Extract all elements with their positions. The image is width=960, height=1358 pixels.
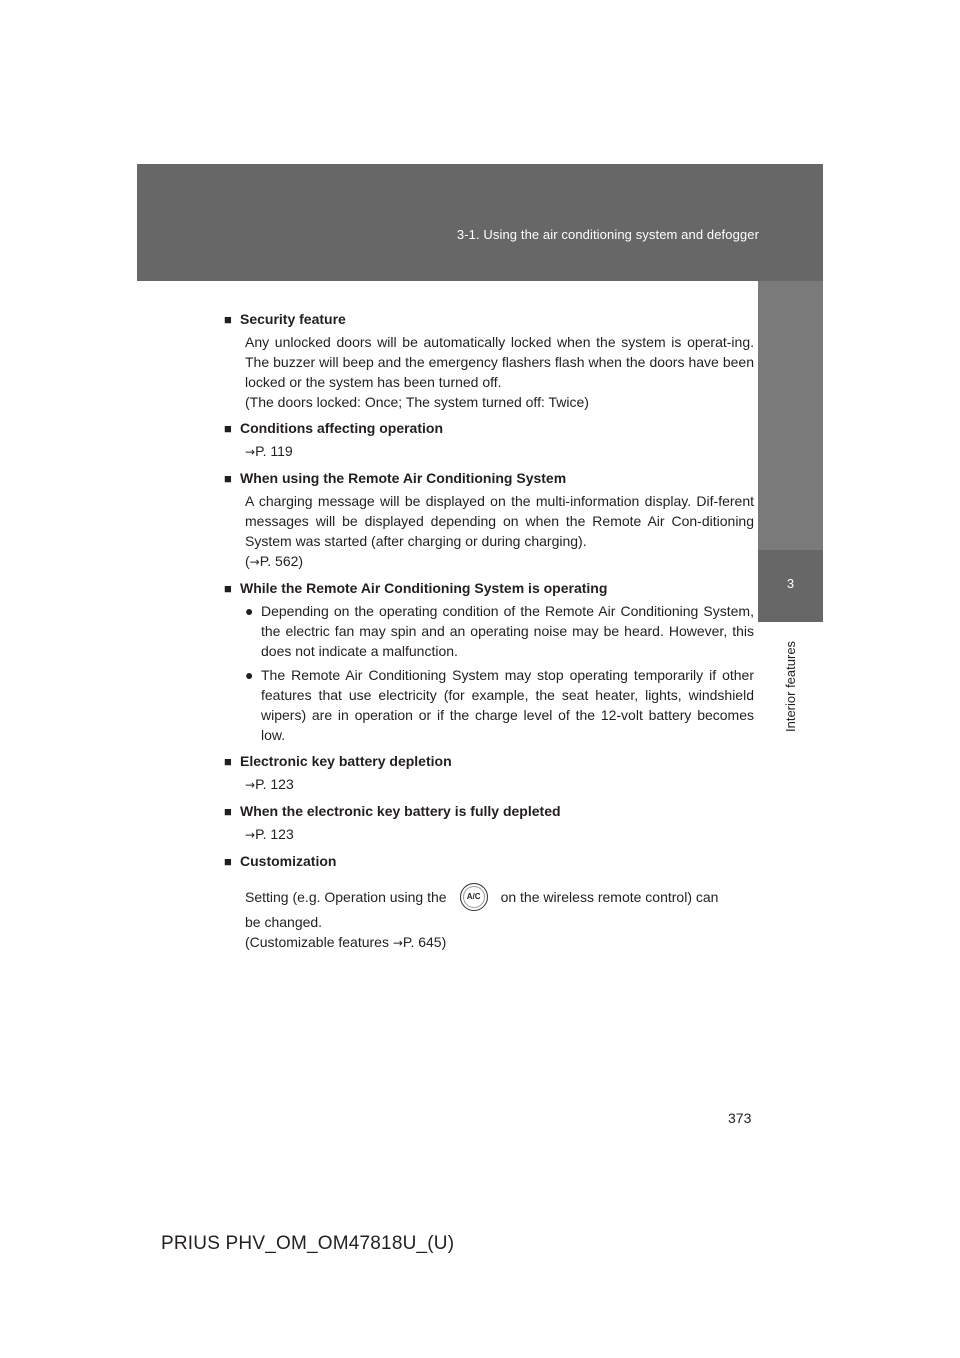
square-icon: ■ (224, 421, 232, 436)
section-key-depleted (224, 801, 754, 845)
section-heading: Customization (240, 853, 337, 869)
bullet-icon: ● (245, 603, 254, 619)
page-reference: →P. 123 (245, 826, 294, 842)
section-body: A charging message will be displayed on the multi-information display. Dif-ferent messages will be displayed depending on when the Remote Air Con-ditioning System was started (after charging or during charging). (245, 493, 754, 549)
chapter-number: 3 (786, 576, 795, 591)
section-heading: Electronic key battery depletion (240, 753, 452, 769)
arrow-right-icon: → (249, 555, 260, 569)
section-remote-use (224, 468, 754, 572)
section-conditions (224, 418, 754, 462)
bullet-item: ● Depending on the operating condition of the Remote Air Conditioning System, the electric fan may spin and an operating noise may be heard. However, this does not indicate a malfunction. (245, 603, 754, 659)
section-remote-operating (224, 578, 754, 745)
section-heading: Conditions affecting operation (240, 420, 443, 436)
section-key-depletion (224, 751, 754, 795)
page-content (224, 309, 754, 959)
section-body: be changed. (245, 914, 323, 930)
arrow-right-icon: → (245, 778, 256, 792)
square-icon: ■ (224, 754, 232, 769)
chapter-label-tab (759, 622, 823, 737)
customization-line: Setting (e.g. Operation using the A/C on the wireless remote control) can (245, 882, 754, 912)
section-heading: When the electronic key battery is fully depleted (240, 803, 561, 819)
ac-button-icon: A/C (460, 883, 488, 911)
bullet-icon: ● (245, 667, 254, 683)
square-icon: ■ (224, 312, 232, 327)
chapter-number-tab (758, 550, 823, 622)
arrow-right-icon: → (392, 936, 403, 950)
document-code: PRIUS PHV_OM_OM47818U_(U) (161, 1233, 455, 1254)
section-body: (The doors locked: Once; The system turned off: Twice) (245, 394, 589, 410)
page-reference: →P. 123 (245, 776, 294, 792)
section-body: Any unlocked doors will be automatically locked when the system is operat-ing. The buzzer will beep and the emergency flashers flash when the doors have been locked or the system has been turned off. (245, 334, 754, 390)
section-security (224, 309, 754, 412)
section-heading: While the Remote Air Conditioning System is operating (240, 580, 608, 596)
square-icon: ■ (224, 471, 232, 486)
square-icon: ■ (224, 804, 232, 819)
section-title: 3-1. Using the air conditioning system and defogger (456, 227, 759, 242)
section-heading: When using the Remote Air Conditioning System (240, 470, 567, 486)
page-reference: →P. 119 (245, 443, 293, 459)
chapter-label: Interior features (783, 640, 798, 732)
page-reference: (→P. 562) (245, 553, 304, 569)
square-icon: ■ (224, 854, 232, 869)
bullet-item: ● The Remote Air Conditioning System may stop operating temporarily if other features that use electricity (for example, the seat heater, lights, windshield wipers) are in operation or if the charge level of the 12-volt battery becomes low. (245, 667, 754, 743)
arrow-right-icon: → (245, 828, 256, 842)
section-heading: Security feature (240, 311, 346, 327)
page-number: 373 (728, 1110, 752, 1126)
header-band (137, 164, 823, 281)
chapter-tab-top (758, 281, 823, 550)
section-customization (224, 851, 754, 953)
arrow-right-icon: → (245, 445, 256, 459)
square-icon: ■ (224, 581, 232, 596)
page-reference: (Customizable features →P. 645) (245, 934, 447, 950)
